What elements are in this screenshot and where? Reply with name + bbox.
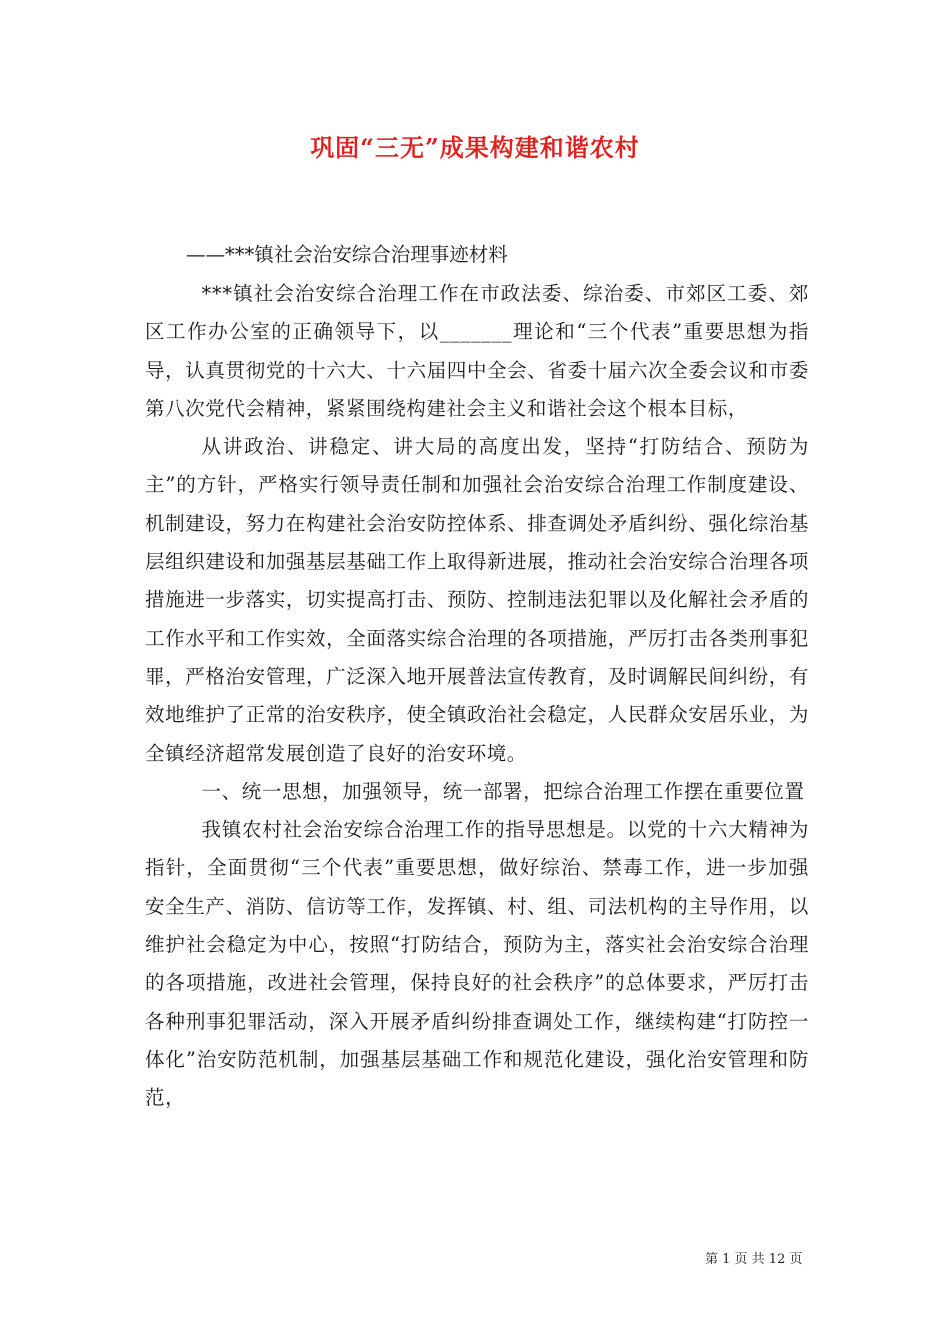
document-body [145, 275, 809, 1118]
paragraph-overview: 从讲政治、讲稳定、讲大局的高度出发，坚持“打防结合、预防为主”的方针，严格实行领导责任制和加强社会治安综合治理工作制度建设、机制建设，努力在构建社会治安防控体系、排查调处矛盾纠纷、强化综治基层组织建设和加强基层基础工作上取得新进展，推动社会治安综合治理各项措施进一步落实，切实提高打击、预防、控制违法犯罪以及化解社会矛盾的工作水平和工作实效，全面落实综合治理的各项措施，严厉打击各类刑事犯罪，严格治安管理，广泛深入地开展普法宣传教育，及时调解民间纠纷，有效地维护了正常的治安秩序，使全镇政治社会稳定，人民群众安居乐业，为全镇经济超常发展创造了良好的治安环境。 [145, 435, 809, 765]
document-subtitle: ——***镇社会治安综合治理事迹材料 [186, 243, 508, 266]
document-title: 巩固“三无”成果构建和谐农村 [310, 133, 640, 162]
paragraph-intro: ***镇社会治安综合治理工作在市政法委、综治委、市郊区工委、郊区工作办公室的正确领导下，以_______理论和“三个代表”重要思想为指导，认真贯彻党的十六大、十六届四中全会、省委十届六次全委会议和市委第八次党代会精神，紧紧围绕构建社会主义和谐社会这个根本目标， [145, 282, 809, 420]
section-heading-1: 一、统一思想，加强领导，统一部署，把综合治理工作摆在重要位置 [201, 779, 805, 803]
paragraph-guiding-thought: 我镇农村社会治安综合治理工作的指导思想是。以党的十六大精神为指针，全面贯彻“三个代表”重要思想，做好综治、禁毒工作，进一步加强安全生产、消防、信访等工作，发挥镇、村、组、司法机构的主导作用，以维护社会稳定为中心，按照“打防结合，预防为主，落实社会治安综合治理的各项措施，改进社会管理，保持良好的社会秩序”的总体要求，严厉打击各种刑事犯罪活动，深入开展矛盾纠纷排查调处工作，继续构建“打防控一体化”治安防范机制，加强基层基础工作和规范化建设，强化治安管理和防范， [145, 818, 809, 1110]
page-number-footer: 第 1 页 共 12 页 [705, 1252, 803, 1267]
